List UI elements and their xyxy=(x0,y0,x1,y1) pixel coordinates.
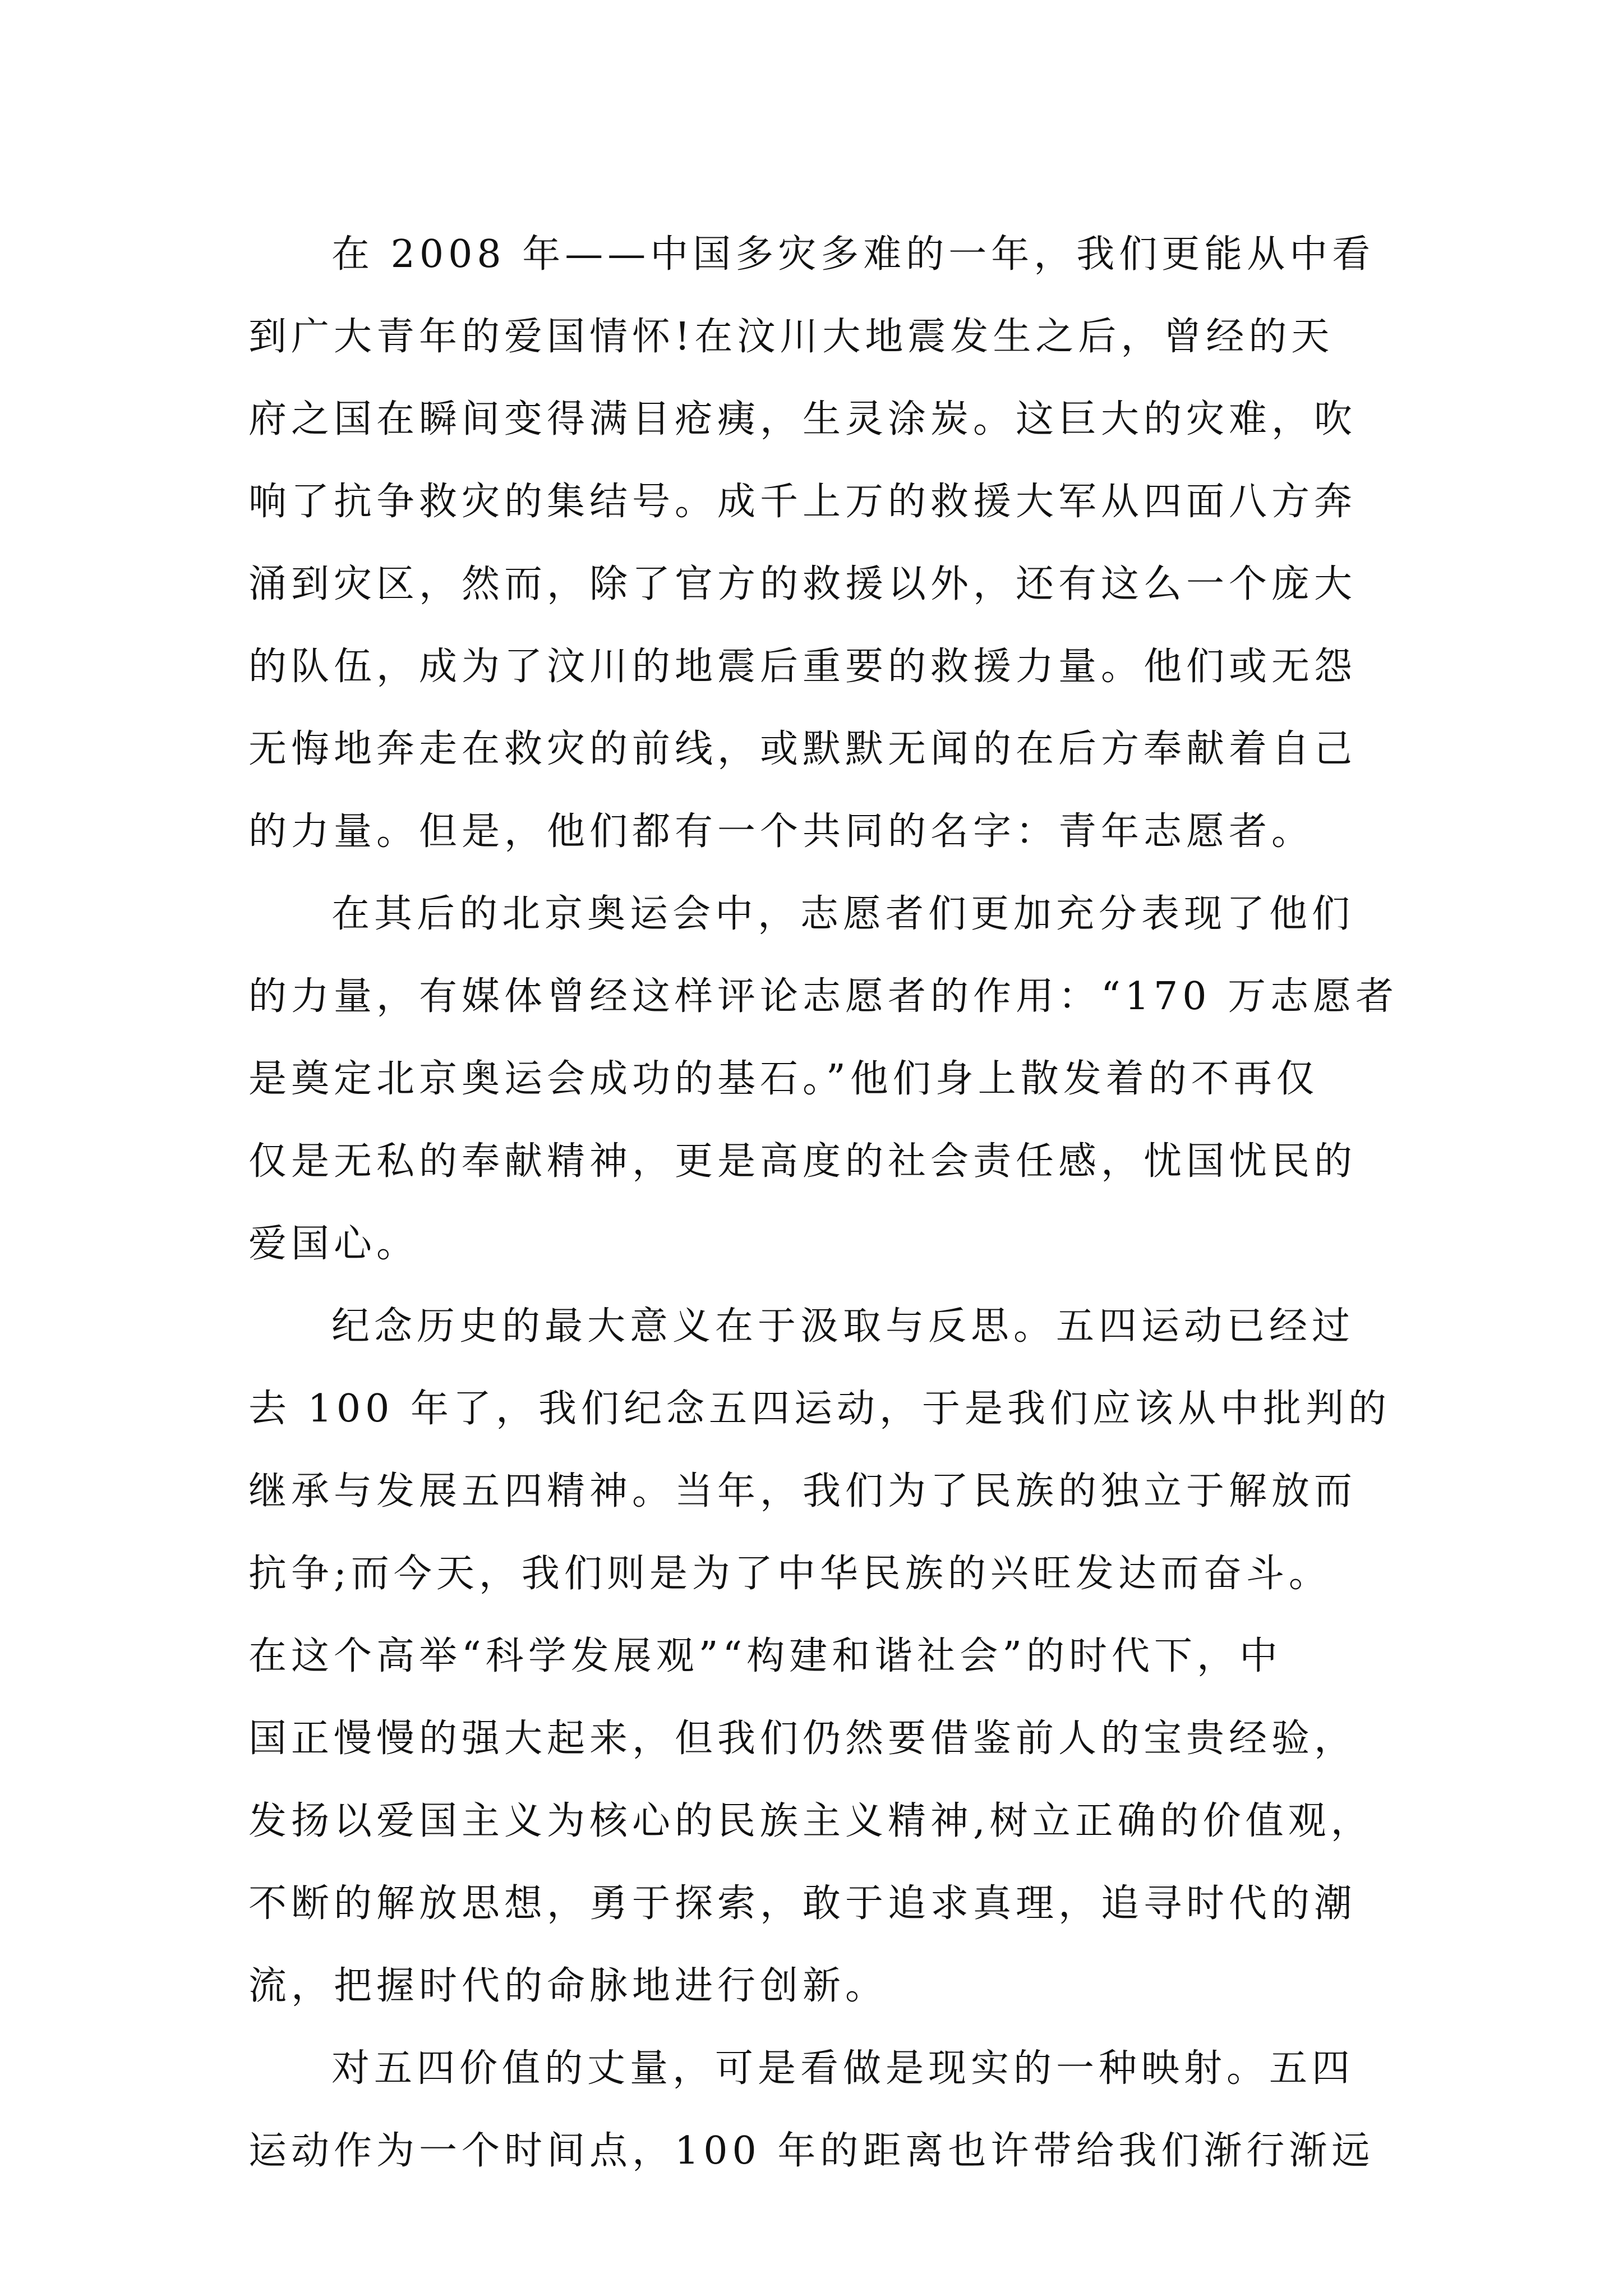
text-line: 运动作为一个时间点，100 年的距离也许带给我们渐行渐远 xyxy=(248,2129,1375,2173)
text-line: 府之国在瞬间变得满目疮痍，生灵涂炭。这巨大的灾难，吹 xyxy=(248,397,1357,441)
text-line: 流，把握时代的命脉地进行创新。 xyxy=(248,1964,888,2008)
paragraph xyxy=(248,873,1399,1285)
text-line: 抗争;而今天，我们则是为了中华民族的兴旺发达而奋斗。 xyxy=(248,1552,1331,1596)
text-line: 是奠定北京奥运会成功的基石。”他们身上散发着的不再仅 xyxy=(248,1057,1319,1101)
text-line: 继承与发展五四精神。当年，我们为了民族的独立于解放而 xyxy=(248,1469,1357,1513)
text-line: 的队伍，成为了汶川的地震后重要的救援力量。他们或无怨 xyxy=(248,645,1357,689)
paragraph xyxy=(248,213,1381,873)
body-text xyxy=(248,213,1399,2192)
text-line: 仅是无私的奉献精神，更是高度的社会责任感，忧国忧民的 xyxy=(248,1139,1357,1184)
text-line: 发扬以爱国主义为核心的民族主义精神,树立正确的价值观， xyxy=(248,1799,1373,1843)
paragraph xyxy=(248,1285,1391,2027)
text-line: 在其后的北京奥运会中，志愿者们更加充分表现了他们 xyxy=(331,892,1355,936)
text-line: 响了抗争救灾的集结号。成千上万的救援大军从四面八方奔 xyxy=(248,480,1357,524)
text-line: 纪念历史的最大意义在于汲取与反思。五四运动已经过 xyxy=(331,1304,1355,1349)
text-line: 不断的解放思想，勇于探索，敢于追求真理，追寻时代的潮 xyxy=(248,1881,1357,1926)
text-line: 到广大青年的爱国情怀!在汶川大地震发生之后，曾经的天 xyxy=(248,315,1334,359)
text-line: 在这个高举“科学发展观”“构建和谐社会”的时代下，中 xyxy=(248,1634,1283,1678)
text-line: 对五四价值的丈量，可是看做是现实的一种映射。五四 xyxy=(331,2046,1355,2091)
text-line: 国正慢慢的强大起来，但我们仍然要借鉴前人的宝贵经验， xyxy=(248,1717,1357,1761)
paragraph xyxy=(248,2027,1381,2192)
text-line: 的力量，有媒体曾经这样评论志愿者的作用：“170 万志愿者 xyxy=(248,974,1399,1019)
text-line: 在 2008 年——中国多灾多难的一年，我们更能从中看 xyxy=(331,232,1375,277)
text-line: 涌到灾区，然而，除了官方的救援以外，还有这么一个庞大 xyxy=(248,562,1357,606)
text-line: 的力量。但是，他们都有一个共同的名字：青年志愿者。 xyxy=(248,809,1315,854)
text-line: 去 100 年了，我们纪念五四运动，于是我们应该从中批判的 xyxy=(248,1387,1391,1431)
text-line: 爱国心。 xyxy=(248,1222,419,1266)
text-line: 无悔地奔走在救灾的前线，或默默无闻的在后方奉献着自己 xyxy=(248,727,1357,771)
